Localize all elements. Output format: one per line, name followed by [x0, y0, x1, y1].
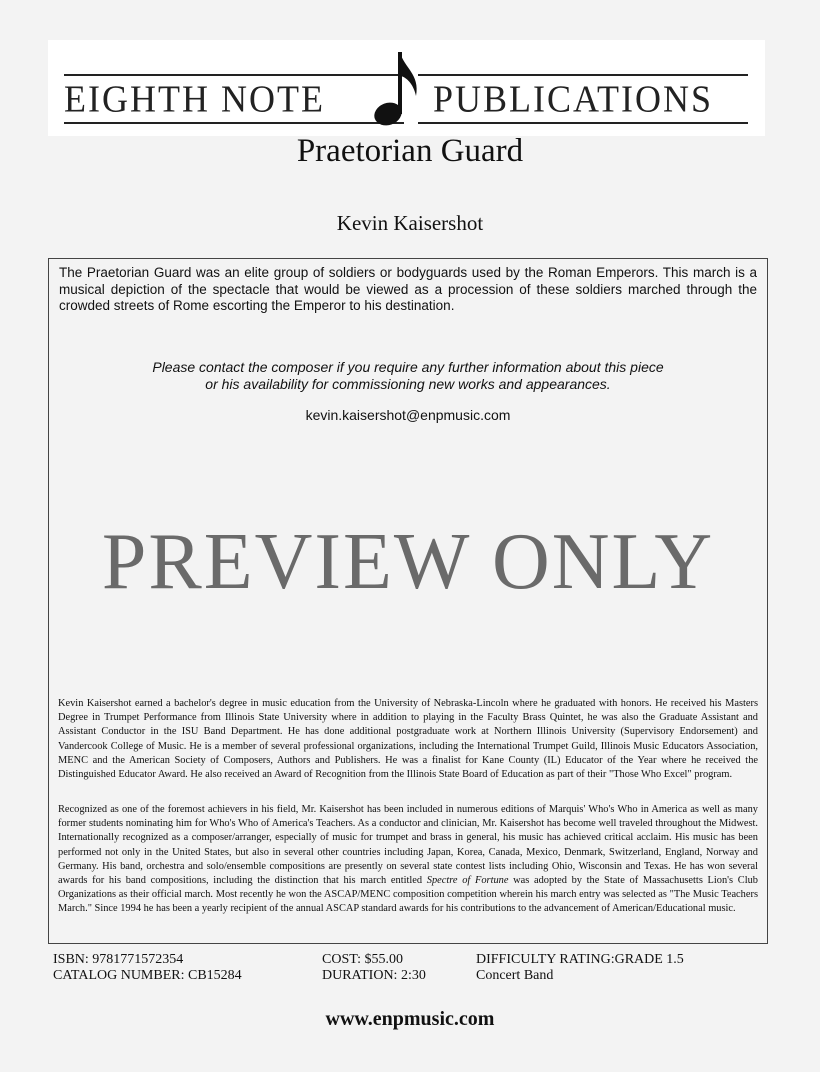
info-box — [48, 258, 768, 944]
logo-text-left: EIGHTH NOTE — [64, 78, 325, 120]
composer-email[interactable]: kevin.kaisershot@enpmusic.com — [305, 407, 511, 423]
logo-rule — [418, 122, 748, 124]
logo-rule — [64, 74, 404, 76]
logo-rule — [418, 74, 748, 76]
difficulty-rating: DIFFICULTY RATING:GRADE 1.5 — [476, 952, 684, 967]
contact-line: Please contact the composer if you require any further information about this piece — [152, 359, 664, 375]
cost: COST: $55.00 — [322, 952, 403, 967]
eighth-note-icon — [370, 46, 420, 130]
meta-col-2 — [322, 952, 426, 984]
isbn: ISBN: 9781771572354 — [53, 952, 184, 967]
preview-watermark: PREVIEW ONLY — [101, 518, 715, 606]
march-title: Spectre of Fortune — [426, 875, 509, 887]
bio-text: was adopted by the State of Massachusetts Lion's Club Organizations as their official march. Most recently he won the ASCAP/MENC composition competition wherein his march entry was selected as "The Music Teachers March." Since 1994 he has been a yearly recipient of the annual ASCAP standard awards for his contributions to the advancement of American/Educational music. — [58, 875, 758, 915]
meta-col-3 — [476, 952, 684, 984]
ensemble-type: Concert Band — [476, 968, 554, 983]
bio-paragraph-2 — [58, 803, 758, 917]
catalog-number: CATALOG NUMBER: CB15284 — [53, 968, 242, 983]
logo-rule — [64, 122, 404, 124]
website-link[interactable]: www.enpmusic.com — [325, 1008, 495, 1030]
contact-line: or his availability for commissioning new works and appearances. — [205, 375, 611, 392]
logo-text-right: PUBLICATIONS — [433, 78, 714, 120]
piece-title: Praetorian Guard — [296, 133, 524, 169]
composer-name: Kevin Kaisershot — [336, 211, 484, 235]
piece-description: The Praetorian Guard was an elite group of soldiers or bodyguards used by the Roman Emperors. This march is a musical depiction of the spectacle that would be viewed as a procession of these soldiers marched through the crowded streets of Rome escorting the Emperor to his destination. — [59, 265, 757, 313]
meta-col-1 — [53, 952, 242, 984]
publisher-logo — [48, 40, 765, 136]
bio-text: Recognized as one of the foremost achievers in his field, Mr. Kaisershot has been included in numerous editions of Marquis' Who's Who in America as well as many former students nominating him for Who's Who of America's Teachers. As a conductor and clinician, Mr. Kaisershot has become well traveled throughout the Midwest. Internationally recognized as a composer/arranger, especially of music for trumpet and brass in general, his music has achieved critical acclaim. His music has been performed not only in the United States, but also in several other countries including Japan, Korea, Canada, Mexico, Denmark, Switzerland, England, Norway and Germany. His band, orchestra and solo/ensemble compositions are presently on several state contest lists including Ohio, Wisconsin and Texas. He has won several awards for his band compositions, including the distinction that his march entitled — [58, 804, 758, 887]
duration: DURATION: 2:30 — [322, 968, 426, 983]
bio-paragraph-1: Kevin Kaisershot earned a bachelor's degree in music education from the University of Nebraska-Lincoln where he graduated with honors. He received his Masters Degree in Trumpet Performance from Illinois State University where in addition to playing in the Faculty Brass Quintet, he was also the Graduate Assistant and Assistant Conductor in the ISU Band Department. He has done additional postgraduate work at Northern Illinois University (Supervisory Endorsement) and Vandercook College of Music. He is a member of several professional organizations, including the International Trumpet Guild, Illinois Music Educators Association, MENC and the American Society of Composers, Authors and Publishers. He was a finalist for Kane County (IL) Educator of the Year where he received the Distinguished Educator Award. He also received an Award of Recognition from the Illinois State Board of Education as part of their "Those Who Excel" program. — [58, 698, 758, 781]
contact-note — [49, 359, 767, 392]
